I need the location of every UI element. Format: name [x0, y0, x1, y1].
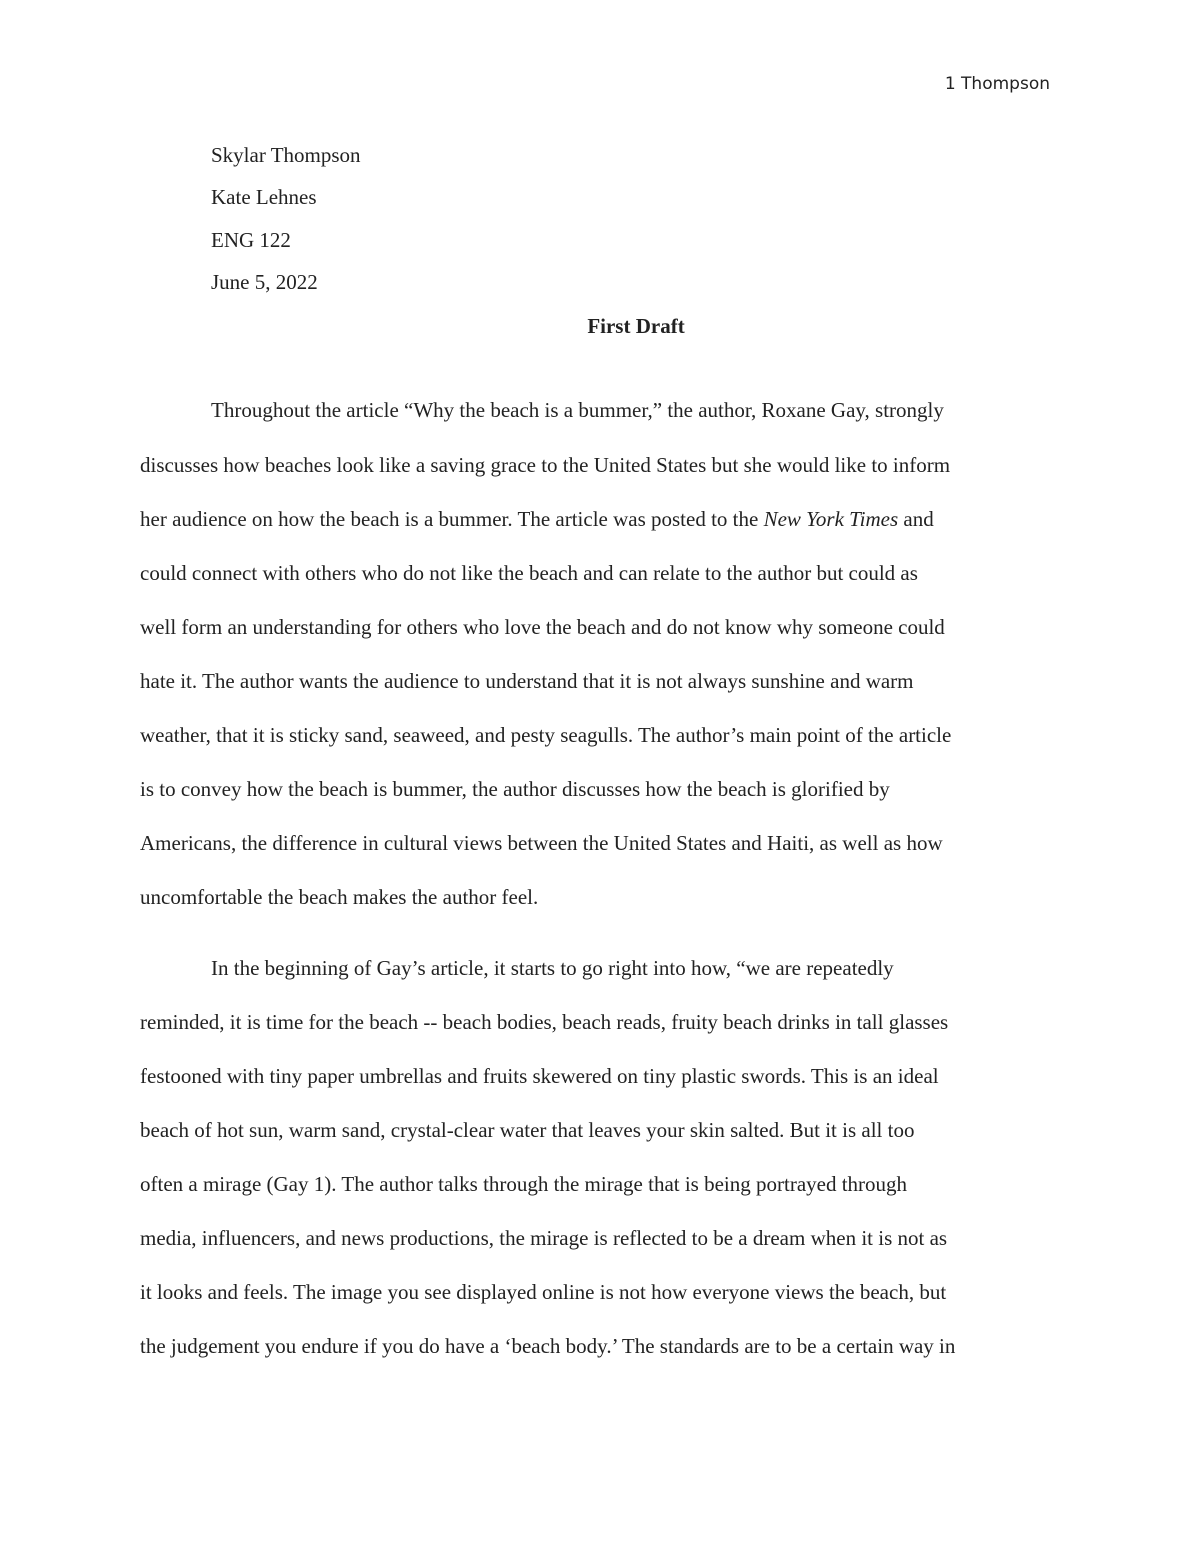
body-line: is to convey how the beach is bummer, the author discusses how the beach is glorified by	[140, 777, 890, 801]
body-line: often a mirage (Gay 1). The author talks through the mirage that is being portrayed through	[140, 1172, 908, 1196]
document-title: First Draft	[587, 314, 685, 338]
body-line: beach of hot sun, warm sand, crystal-clear water that leaves your skin salted. But it is all too	[140, 1118, 915, 1142]
student-name: Skylar Thompson	[211, 143, 361, 167]
body-line: could connect with others who do not like the beach and can relate to the author but could as	[140, 561, 918, 585]
course-name: ENG 122	[211, 228, 291, 252]
body-line	[140, 507, 1060, 532]
body-line: reminded, it is time for the beach -- beach bodies, beach reads, fruity beach drinks in tall glasses	[140, 1010, 949, 1034]
body-line-text: and	[898, 507, 934, 531]
body-line: Americans, the difference in cultural views between the United States and Haiti, as well as how	[140, 831, 943, 855]
body-line: it looks and feels. The image you see displayed online is not how everyone views the beach, but	[140, 1280, 947, 1304]
body-line: uncomfortable the beach makes the author feel.	[140, 885, 539, 909]
instructor-name: Kate Lehnes	[211, 185, 317, 209]
body-line: media, influencers, and news productions, the mirage is reflected to be a dream when it is not as	[140, 1226, 948, 1250]
body-line: hate it. The author wants the audience to understand that it is not always sunshine and warm	[140, 669, 914, 693]
body-line: discusses how beaches look like a saving grace to the United States but she would like to inform	[140, 453, 951, 477]
publication-title: New York Times	[763, 507, 899, 531]
running-head: 1 Thompson	[944, 74, 1050, 94]
body-line: the judgement you endure if you do have a ‘beach body.’ The standards are to be a certain way in	[140, 1334, 956, 1358]
body-line: In the beginning of Gay’s article, it starts to go right into how, “we are repeatedly	[211, 956, 894, 980]
body-line: well form an understanding for others who love the beach and do not know why someone could	[140, 615, 945, 639]
date: June 5, 2022	[211, 270, 318, 294]
body-line: weather, that it is sticky sand, seaweed, and pesty seagulls. The author’s main point of the article	[140, 723, 952, 747]
body-line: festooned with tiny paper umbrellas and fruits skewered on tiny plastic swords. This is an ideal	[140, 1064, 939, 1088]
body-line: Throughout the article “Why the beach is a bummer,” the author, Roxane Gay, strongly	[211, 398, 944, 422]
body-line-text: her audience on how the beach is a bummer. The article was posted to the	[140, 507, 764, 531]
